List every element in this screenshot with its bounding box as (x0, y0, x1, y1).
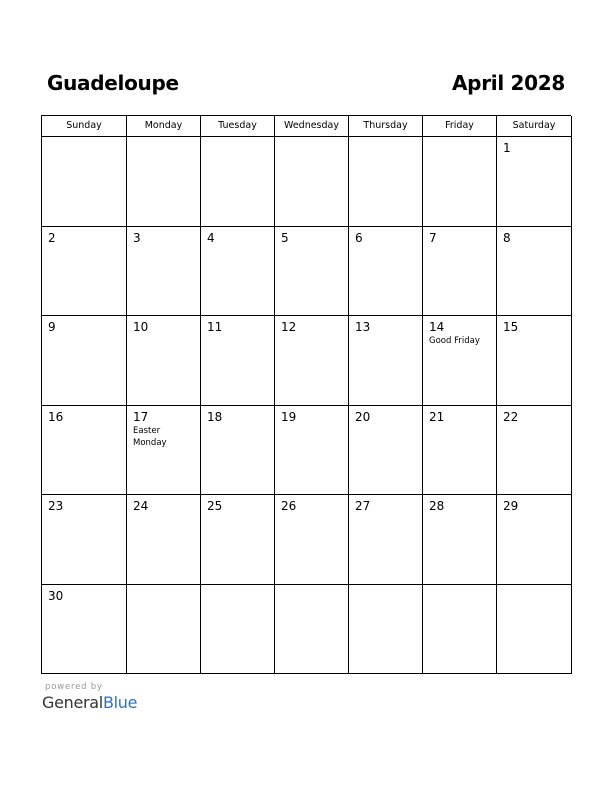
calendar-grid (41, 115, 571, 674)
day-number: 18 (207, 409, 223, 424)
holiday-label: Good Friday (429, 336, 480, 346)
day-cell[interactable] (127, 137, 201, 227)
day-number: 11 (207, 320, 223, 334)
generalblue-logo[interactable] (42, 693, 137, 712)
day-cell[interactable] (201, 406, 275, 496)
day-cell[interactable] (127, 406, 201, 496)
day-cell[interactable] (423, 137, 497, 227)
weekday-header-saturday: Saturday (497, 116, 572, 137)
day-number: 7 (429, 230, 437, 245)
day-number: 19 (281, 409, 297, 424)
day-cell[interactable] (349, 227, 423, 317)
day-cell[interactable] (42, 495, 127, 585)
day-number: 3 (133, 230, 141, 245)
day-cell[interactable] (201, 137, 275, 227)
holiday-label: Easter Monday (133, 425, 167, 448)
day-cell[interactable] (275, 585, 349, 675)
day-cell[interactable] (423, 585, 497, 675)
day-cell[interactable] (497, 137, 572, 227)
weekday-header-tuesday: Tuesday (201, 116, 275, 137)
day-cell[interactable] (497, 227, 572, 317)
day-cell[interactable] (127, 227, 201, 317)
day-number: 10 (133, 320, 149, 334)
day-cell[interactable] (42, 316, 127, 406)
day-number: 23 (48, 499, 64, 513)
weekday-header-sunday: Sunday (42, 116, 127, 137)
day-cell[interactable] (42, 227, 127, 317)
day-number: 30 (48, 588, 64, 603)
brand-blue: Blue (102, 693, 138, 712)
day-cell[interactable] (201, 585, 275, 675)
day-cell[interactable] (349, 137, 423, 227)
day-cell[interactable] (423, 227, 497, 317)
day-cell[interactable] (201, 495, 275, 585)
weekday-header-monday: Monday (127, 116, 201, 137)
day-cell[interactable] (349, 316, 423, 406)
day-cell[interactable] (497, 406, 572, 496)
day-number: 14 (429, 320, 445, 334)
weekday-header-thursday: Thursday (349, 116, 423, 137)
day-number: 27 (355, 499, 371, 513)
day-number: 25 (207, 499, 223, 513)
day-cell[interactable] (201, 316, 275, 406)
day-cell[interactable] (349, 406, 423, 496)
day-cell[interactable] (275, 316, 349, 406)
day-number: 9 (48, 320, 56, 334)
day-number: 5 (281, 230, 289, 245)
day-cell[interactable] (127, 495, 201, 585)
day-cell[interactable] (275, 406, 349, 496)
day-number: 6 (355, 230, 363, 245)
day-cell[interactable] (423, 316, 497, 406)
day-number: 1 (503, 141, 511, 155)
day-cell[interactable] (497, 495, 572, 585)
day-number: 12 (281, 320, 297, 334)
day-cell[interactable] (42, 406, 127, 496)
day-number: 13 (355, 320, 371, 334)
day-cell[interactable] (127, 585, 201, 675)
day-cell[interactable] (497, 585, 572, 675)
day-number: 21 (429, 409, 445, 424)
day-number: 24 (133, 499, 149, 513)
day-number: 20 (355, 409, 371, 424)
day-cell[interactable] (42, 137, 127, 227)
day-number: 15 (503, 320, 519, 334)
weekday-header-wednesday: Wednesday (275, 116, 349, 137)
day-cell[interactable] (349, 585, 423, 675)
day-cell[interactable] (497, 316, 572, 406)
day-number: 26 (281, 499, 297, 513)
day-cell[interactable] (127, 316, 201, 406)
brand-general: General (42, 693, 103, 712)
day-number: 4 (207, 230, 215, 245)
day-cell[interactable] (275, 227, 349, 317)
day-cell[interactable] (423, 495, 497, 585)
calendar-country-title: Guadeloupe (47, 71, 179, 95)
day-cell[interactable] (423, 406, 497, 496)
day-number: 8 (503, 230, 511, 245)
day-number: 22 (503, 409, 519, 424)
day-cell[interactable] (42, 585, 127, 675)
powered-by-label: powered by (45, 682, 103, 692)
day-number: 28 (429, 499, 445, 513)
weekday-header-friday: Friday (423, 116, 497, 137)
day-number: 16 (48, 409, 64, 424)
day-number: 17 (133, 409, 149, 424)
day-cell[interactable] (201, 227, 275, 317)
day-number: 2 (48, 230, 56, 245)
day-cell[interactable] (275, 137, 349, 227)
day-number: 29 (503, 499, 519, 513)
day-cell[interactable] (275, 495, 349, 585)
calendar-month-title: April 2028 (452, 71, 565, 95)
day-cell[interactable] (349, 495, 423, 585)
